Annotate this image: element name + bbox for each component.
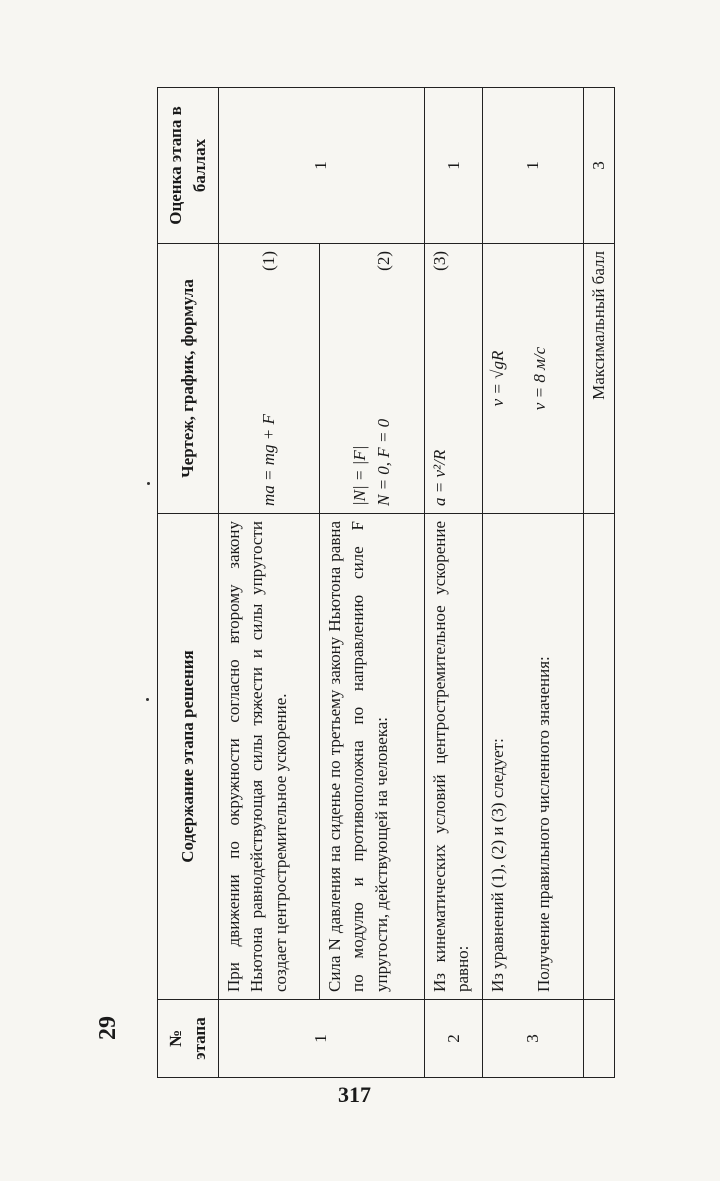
formula: N = 0, F = 0 bbox=[373, 418, 393, 506]
step-text-cell bbox=[483, 514, 584, 1000]
step-text: Из уравнений (1), (2) и (3) следует: bbox=[488, 738, 508, 992]
step-score: 1 bbox=[218, 88, 424, 244]
step-text: Сила N давления на сиденье по третьему закону Ньютона равна по модулю и противоположна по направлению силе F упругости, действующей на человека: bbox=[319, 514, 424, 1000]
formula-cell bbox=[319, 244, 424, 514]
header-content: Содержание этапа решения bbox=[158, 514, 219, 1000]
header-step: № этапа bbox=[158, 1000, 219, 1078]
header-row bbox=[158, 88, 219, 1078]
header-score: Оценка этапа в баллах bbox=[158, 88, 219, 244]
step-number: 1 bbox=[218, 1000, 424, 1078]
solution-table bbox=[157, 87, 615, 1078]
formula: |N| = |F| bbox=[350, 445, 370, 506]
header-formula: Чертеж, график, формула bbox=[158, 244, 219, 514]
problem-number: 29 bbox=[95, 1016, 121, 1040]
total-row bbox=[584, 88, 615, 1078]
step-text: Получение правильного численного значения: bbox=[533, 656, 553, 992]
total-score: 3 bbox=[584, 88, 615, 244]
formula: ma = mg + F bbox=[258, 414, 278, 506]
equation-label: (2) bbox=[373, 251, 393, 271]
solution-table-container bbox=[157, 88, 615, 1078]
empty-cell bbox=[584, 514, 615, 1000]
equation-label: (1) bbox=[258, 251, 278, 271]
step-score: 1 bbox=[424, 88, 483, 244]
step-number: 3 bbox=[483, 1000, 584, 1078]
step-number: 2 bbox=[424, 1000, 483, 1078]
table-row bbox=[218, 88, 319, 1078]
speck bbox=[146, 698, 149, 701]
formula-cell bbox=[483, 244, 584, 514]
step-text: Из кинематических условий центростремительное ускорение равно: bbox=[424, 514, 483, 1000]
table-row bbox=[424, 88, 483, 1078]
formula: a = v²/R bbox=[429, 449, 449, 506]
formula-cell bbox=[424, 244, 483, 514]
equation-label: (3) bbox=[429, 251, 449, 271]
page-number: 317 bbox=[338, 1082, 371, 1107]
step-text: При движении по окружности согласно второму закону Ньютона равнодействующая силы тяжести и силы упругости создает центростремительное ускорение. bbox=[218, 514, 319, 1000]
table-row bbox=[483, 88, 584, 1078]
total-label: Максимальный балл bbox=[584, 244, 615, 514]
empty-cell bbox=[584, 1000, 615, 1078]
formula-cell bbox=[218, 244, 319, 514]
formula: v = √gR bbox=[488, 350, 508, 407]
formula: v = 8 м/с bbox=[529, 346, 549, 411]
step-score: 1 bbox=[483, 88, 584, 244]
speck bbox=[147, 482, 150, 485]
